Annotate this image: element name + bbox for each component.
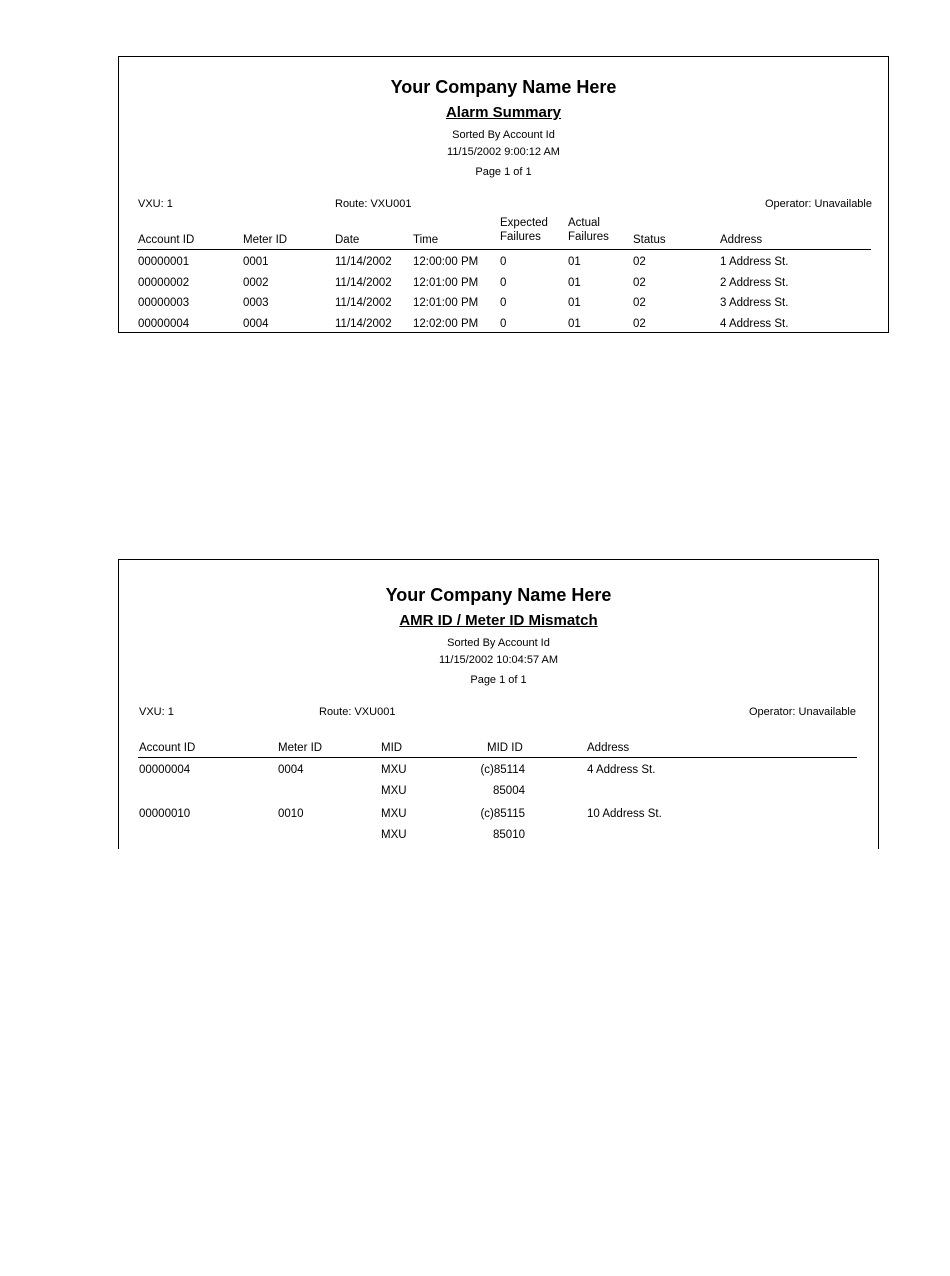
cell-account-id: 00000010	[139, 808, 191, 820]
cell-status: 02	[633, 297, 646, 309]
cell-expected-failures: 0	[500, 297, 507, 309]
report-timestamp: 11/15/2002 9:00:12 AM	[447, 146, 560, 158]
amr-meter-mismatch-report	[118, 559, 879, 849]
cell-expected-failures: 0	[500, 277, 507, 289]
sorted-by: Sorted By Account Id	[452, 129, 555, 141]
cell-time: 12:01:00 PM	[413, 297, 479, 309]
cell-mid: MXU	[381, 764, 407, 776]
page-indicator: Page 1 of 1	[470, 674, 527, 686]
cell-date: 11/14/2002	[335, 318, 392, 330]
cell-mid-id: (c)85114	[480, 764, 525, 776]
col-header-expected-failures	[500, 216, 548, 244]
col-header-status: Status	[633, 234, 666, 246]
col-header-meter-id: Meter ID	[278, 742, 323, 754]
col-header-address: Address	[587, 742, 630, 754]
route-label: Route: VXU001	[319, 706, 396, 718]
cell-account-id: 00000004	[139, 764, 191, 776]
cell-meter-id: 0002	[243, 277, 269, 289]
operator-label: Operator: Unavailable	[764, 198, 872, 210]
cell-mid-id: (c)85115	[480, 808, 525, 820]
route-label: Route: VXU001	[335, 198, 412, 210]
cell-account-id: 00000003	[138, 297, 190, 309]
col-header-actual-line2: Failures	[568, 231, 609, 243]
cell-actual-failures: 01	[568, 297, 581, 309]
cell-time: 12:00:00 PM	[413, 256, 479, 268]
col-header-account-id: Account ID	[138, 234, 195, 246]
cell-address: 10 Address St.	[587, 808, 662, 820]
cell-actual-failures: 01	[568, 318, 581, 330]
cell-mid: MXU	[381, 785, 407, 797]
cell-status: 02	[633, 318, 646, 330]
col-header-mid: MID	[381, 742, 403, 754]
col-header-actual-line1: Actual	[568, 217, 600, 229]
cell-account-id: 00000002	[138, 277, 190, 289]
cell-address: 4 Address St.	[587, 764, 656, 776]
alarm-summary-report	[118, 56, 889, 333]
cell-address: 2 Address St.	[720, 277, 789, 289]
col-header-mid-id: MID ID	[487, 742, 523, 754]
report-title: AMR ID / Meter ID Mismatch	[399, 612, 598, 629]
cell-expected-failures: 0	[500, 318, 507, 330]
col-header-address: Address	[720, 234, 763, 246]
sorted-by: Sorted By Account Id	[447, 637, 550, 649]
header-divider	[137, 249, 871, 250]
col-header-actual-failures	[568, 216, 609, 244]
report-title: Alarm Summary	[445, 104, 562, 121]
header-divider	[138, 757, 857, 758]
cell-actual-failures: 01	[568, 256, 581, 268]
operator-label: Operator: Unavailable	[748, 706, 856, 718]
cell-meter-id: 0003	[243, 297, 269, 309]
report-timestamp: 11/15/2002 10:04:57 AM	[438, 654, 559, 666]
cell-meter-id: 0001	[243, 256, 269, 268]
cell-time: 12:01:00 PM	[413, 277, 479, 289]
cell-date: 11/14/2002	[335, 256, 392, 268]
cell-mid: MXU	[381, 808, 407, 820]
company-name: Your Company Name Here	[390, 77, 617, 97]
cell-account-id: 00000004	[138, 318, 190, 330]
cell-status: 02	[633, 277, 646, 289]
col-header-expected-line2: Failures	[500, 231, 541, 243]
vxu-label: VXU: 1	[139, 706, 174, 718]
cell-date: 11/14/2002	[335, 297, 392, 309]
cell-actual-failures: 01	[568, 277, 581, 289]
cell-status: 02	[633, 256, 646, 268]
vxu-label: VXU: 1	[138, 198, 173, 210]
col-header-time: Time	[413, 234, 439, 246]
col-header-date: Date	[335, 234, 360, 246]
col-header-expected-line1: Expected	[500, 217, 548, 229]
cell-date: 11/14/2002	[335, 277, 392, 289]
cell-mid-id: 85004	[493, 785, 525, 797]
cell-expected-failures: 0	[500, 256, 507, 268]
cell-mid-id: 85010	[493, 829, 525, 841]
cell-meter-id: 0004	[278, 764, 304, 776]
col-header-meter-id: Meter ID	[243, 234, 288, 246]
cell-address: 3 Address St.	[720, 297, 789, 309]
col-header-account-id: Account ID	[139, 742, 196, 754]
cell-meter-id: 0010	[278, 808, 304, 820]
company-name: Your Company Name Here	[385, 585, 612, 605]
cell-time: 12:02:00 PM	[413, 318, 479, 330]
cell-account-id: 00000001	[138, 256, 190, 268]
cell-address: 4 Address St.	[720, 318, 789, 330]
page-indicator: Page 1 of 1	[475, 166, 532, 178]
cell-mid: MXU	[381, 829, 407, 841]
cell-address: 1 Address St.	[720, 256, 789, 268]
cell-meter-id: 0004	[243, 318, 269, 330]
